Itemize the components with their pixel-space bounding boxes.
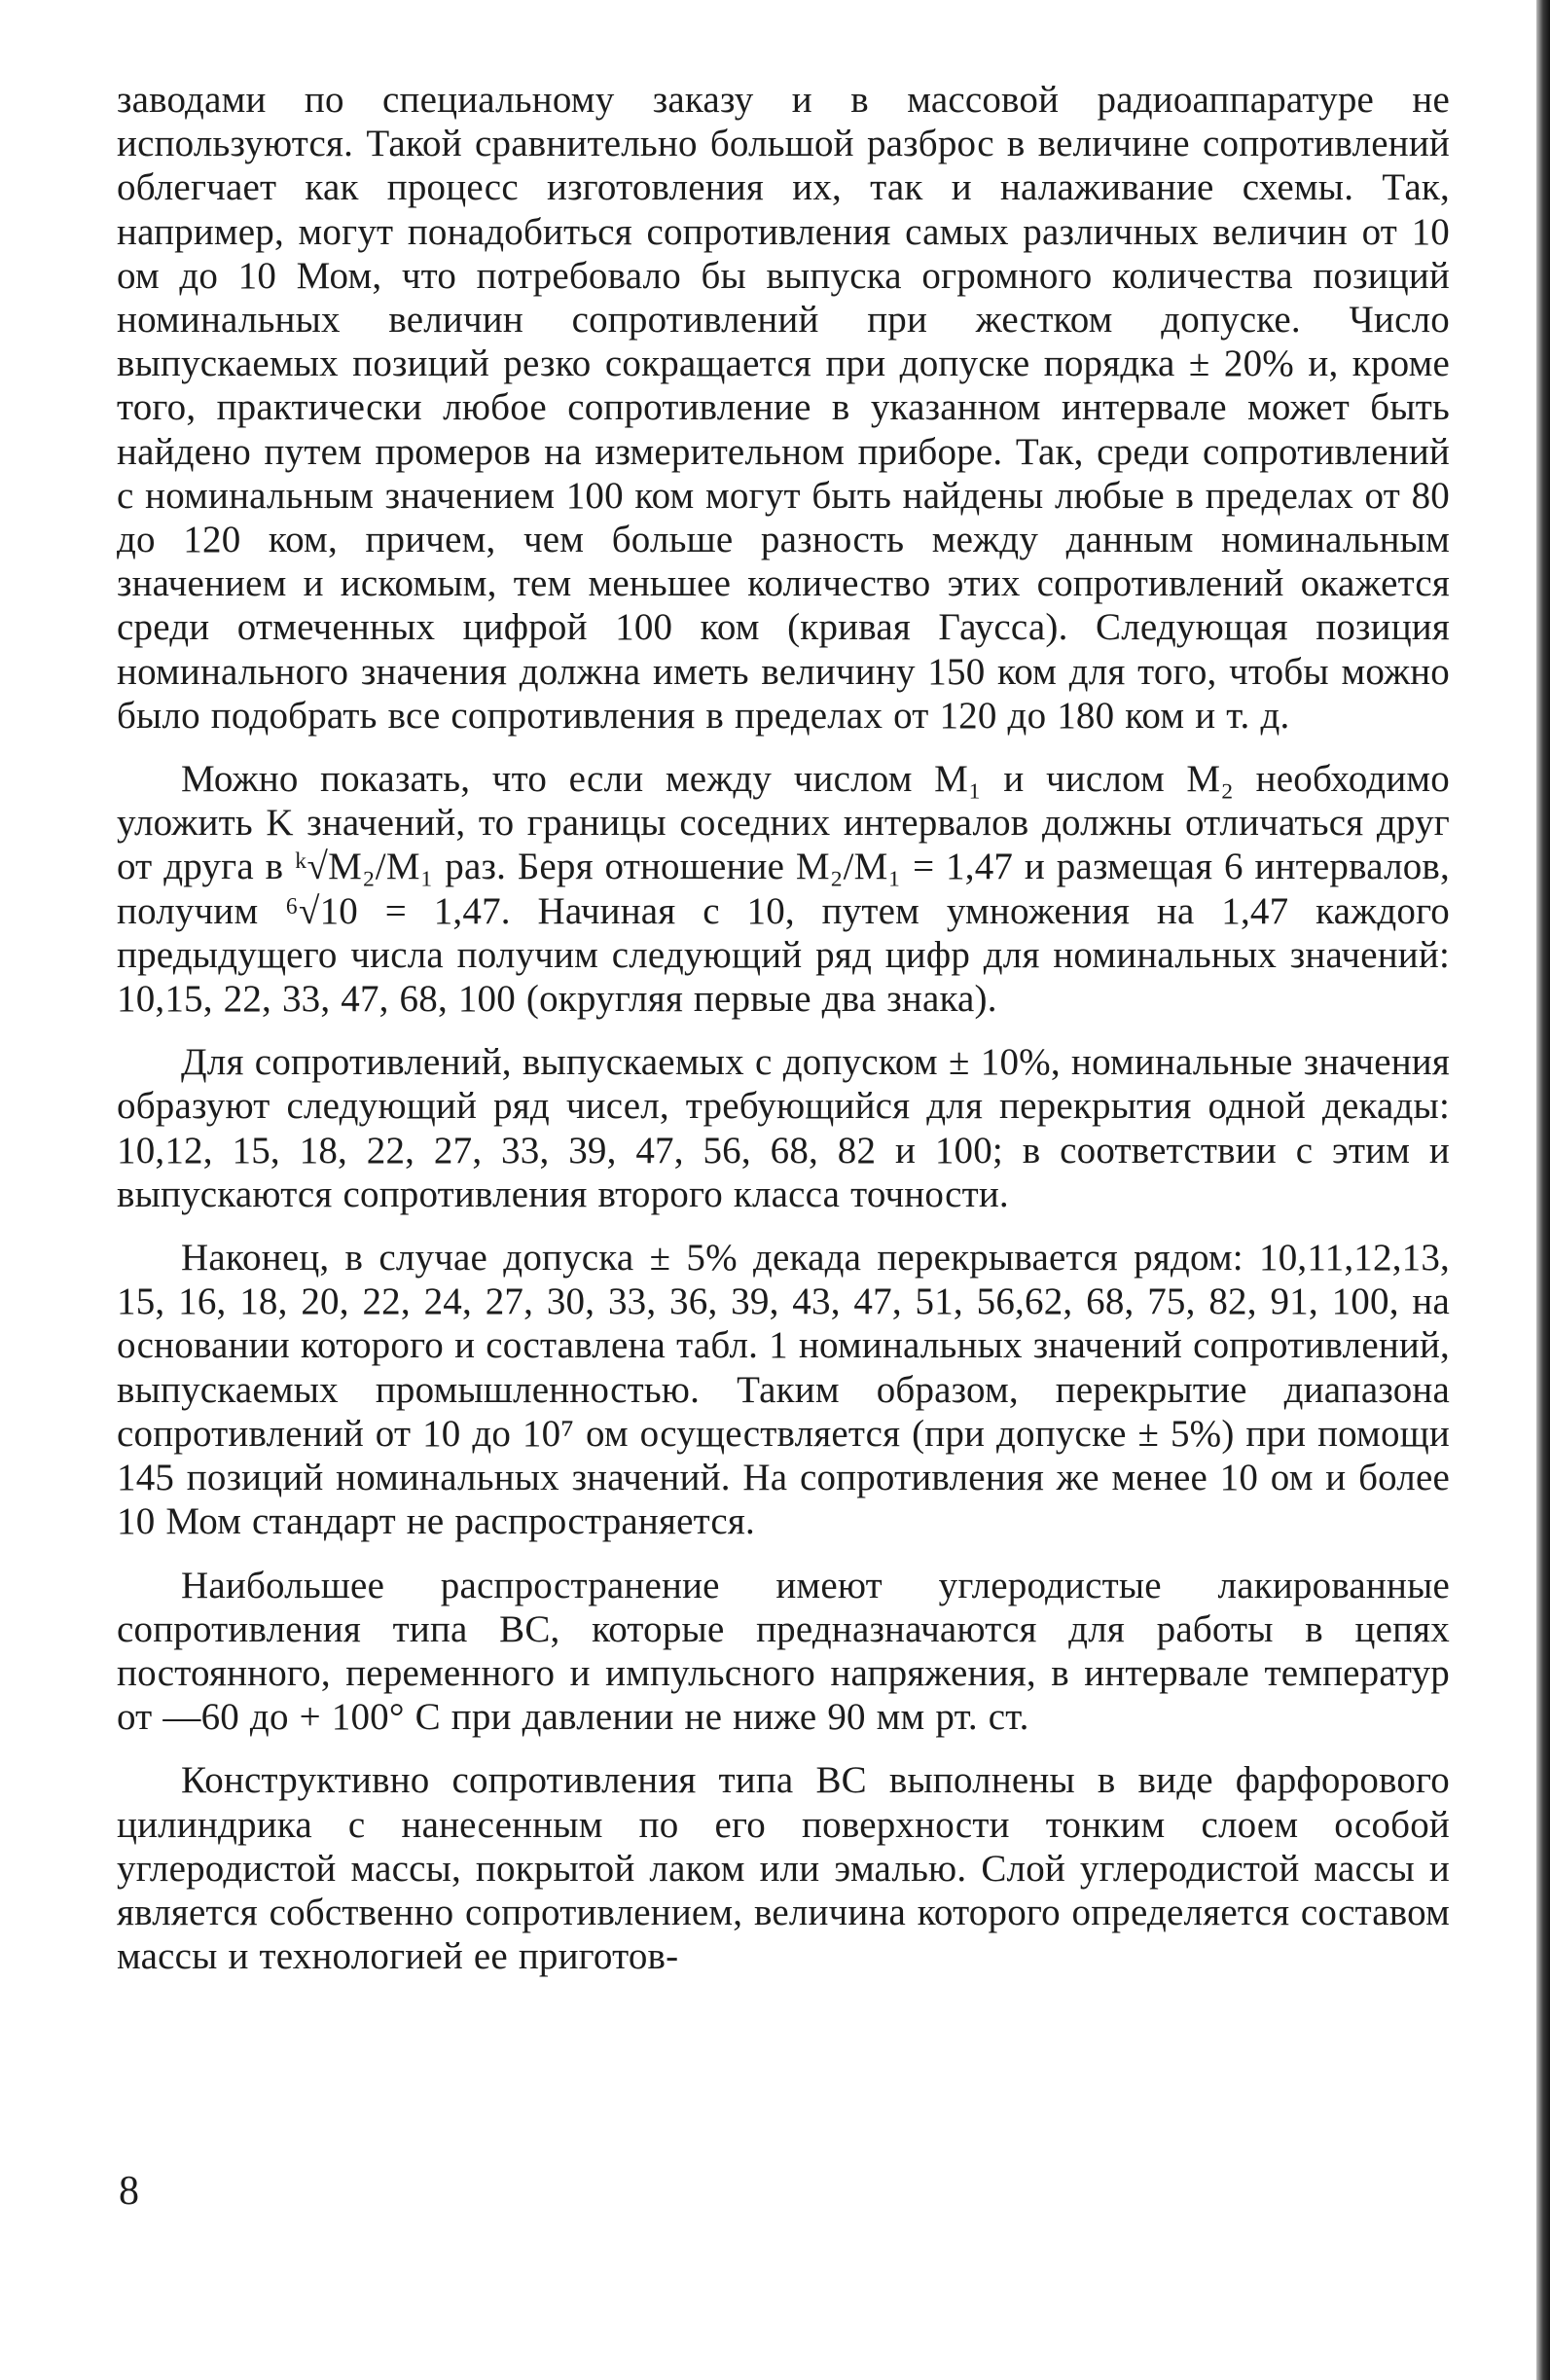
paragraph-bc-construction: Конструктивно сопротивления типа ВС выполнены в виде фарфорового цилиндрика с нанесенным по его поверхности тонким слоем особой углеродистой массы, покрытой лаком или эмалью. Слой углеродистой массы и является собственно сопротивлением, величина которого определяется составом массы и технологией ее приготов- (117, 1759, 1450, 1978)
paragraph-interval-formula: Можно показать, что если между числом M₁ и числом M₂ необходимо уложить K значений, то границы соседних интервалов должны отличаться друг от друга в ᵏ√M₂/M₁ раз. Беря отношение M₂/M₁ = 1,47 и размещая 6 интервалов, получим ⁶√10 = 1,47. Начиная с 10, путем умножения на 1,47 каждого предыдущего числа получим следующий ряд цифр для номинальных значений: 10,15, 22, 33, 47, 68, 100 (округляя первые два знака). (117, 758, 1450, 1021)
paragraph-tolerance-5: Наконец, в случае допуска ± 5% декада перекрывается рядом: 10,11,12,13, 15, 16, 18, 20, 22, 24, 27, 30, 33, 36, 39, 43, 47, 51, 56,62, 68, 75, 82, 91, 100, на основании которого и составлена табл. 1 номинальных значений сопротивлений, выпускаемых промышленностью. Таким образом, перекрытие диапазона сопротивлений от 10 до 10⁷ ом осуществляется (при допуске ± 5%) при помощи 145 позиций номинальных значений. На сопротивления же менее 10 ом и более 10 Мом стандарт не распространяется. (117, 1237, 1450, 1543)
paragraph-bc-resistors: Наибольшее распространение имеют углеродистые лакированные сопротивления типа ВС, которые предназначаются для работы в цепях постоянного, переменного и импульсного напряжения, в интервале температур от —60 до + 100° С при давлении не ниже 90 мм рт. ст. (117, 1564, 1450, 1739)
scan-edge-shadow (1536, 0, 1550, 2380)
page-body (117, 78, 1450, 1998)
paragraph-continued: заводами по специальному заказу и в массовой радиоаппаратуре не используются. Такой сравнительно большой разброс в величине сопротивлений облегчает как процесс изготовления их, так и налаживание схемы. Так, например, могут понадобиться сопротивления самых различных величин от 10 ом до 10 Мом, что потребовало бы выпуска огромного количества позиций номинальных величин сопротивлений при жестком допуске. Число выпускаемых позиций резко сокращается при допуске порядка ± 20% и, кроме того, практически любое сопротивление в указанном интервале может быть найдено путем промеров на измерительном приборе. Так, среди сопротивлений с номинальным значением 100 ком могут быть найдены любые в пределах от 80 до 120 ком, причем, чем больше разность между данным номинальным значением и искомым, тем меньшее количество этих сопротивлений окажется среди отмеченных цифрой 100 ком (кривая Гаусса). Следующая позиция номинального значения должна иметь величину 150 ком для того, чтобы можно было подобрать все сопротивления в пределах от 120 до 180 ком и т. д. (117, 79, 1450, 737)
paragraph-tolerance-10: Для сопротивлений, выпускаемых с допуском ± 10%, номинальные значения образуют следующий ряд чисел, требующийся для перекрытия одной декады: 10,12, 15, 18, 22, 27, 33, 39, 47, 56, 68, 82 и 100; в соответствии с этим и выпускаются сопротивления второго класса точности. (117, 1041, 1450, 1215)
page-number: 8 (119, 2169, 139, 2214)
